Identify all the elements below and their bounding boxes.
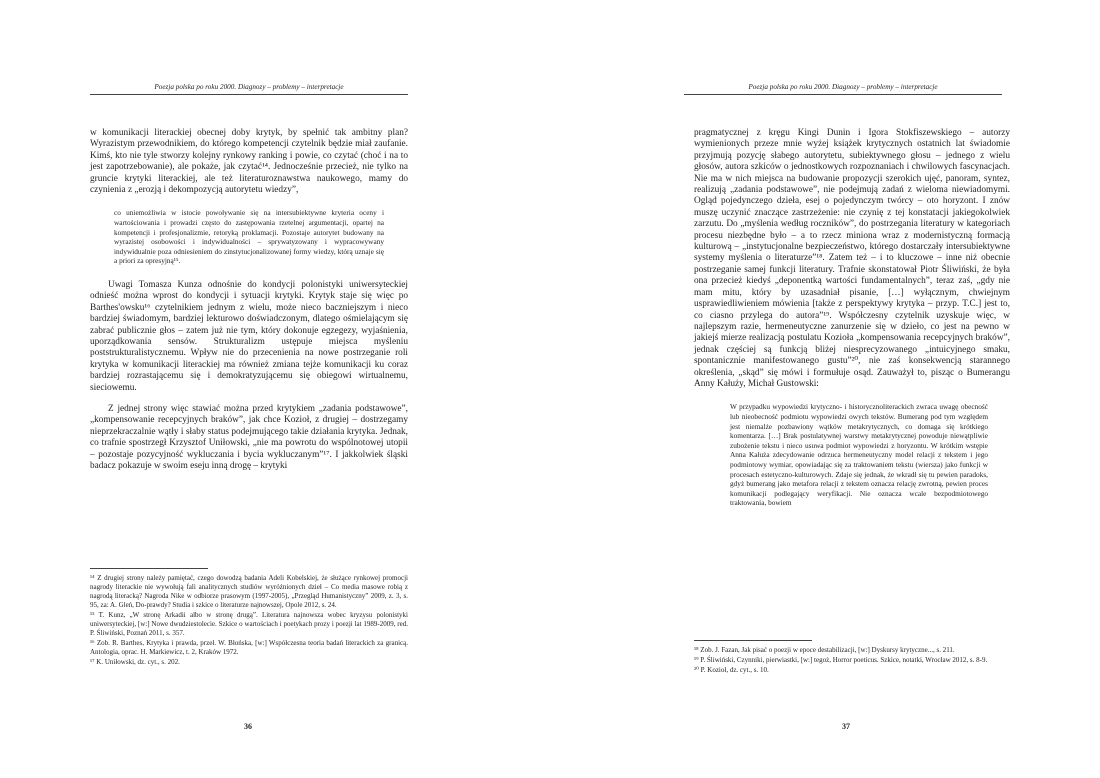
footnote: ¹⁴ Z drugiej strony należy pamiętać, czego dowodzą badania Adeli Kobelskiej, że służące rynkowej promocji nagrody literackie nie wywołują fali analitycznych studiów wyróżnionych dzieł – Co media masowe robią z nagrodą literacką? Nagroda Nike w odbiorze prasowym (1997-2005), „Przegląd Humanistyczny” 2009, z. 3, s. 95, za: A. Gleń, Do-prawdy? Studia i szkice o literaturze najnowszej, Opole 2012, s. 24. <box>90 574 408 609</box>
block-quote <box>114 208 384 266</box>
footnote: ¹⁶ Zob. R. Barthes, Krytyka i prawda, przeł. W. Błońska, [w:] Współczesna teoria badań literackich za granicą. Antologia, oprac. H. Markiewicz, t. 2, Kraków 1972. <box>90 639 408 656</box>
paragraph: Uwagi Tomasza Kunza odnośnie do kondycji polonistyki uniwersyteckiej odnieść można wprost do kondycji i sytuacji krytyki. Krytyk staje się więc po Barthes'owsku¹⁶ czytelnikiem jednym z wielu, może nieco baczniejszym i nieco bardziej świadomym, bardziej lekturowo doświadczonym, dlatego ośmielającym się zabrać publicznie głos – zatem już nie tym, który dokonuje egzegezy, wyjaśnienia, uporządkowania sensów. Strukturalizm ustępuje miejsca myśleniu poststrukturalistycznemu. Wpływ nie do przecenienia na nowe postrzeganie roli krytyka w komunikacji literackiej ma również zmiana tejże komunikacji ku coraz bardziej rozrastającemu się i demokratyzującemu się obiegowi wirtualnemu, sieciowemu. <box>90 280 408 393</box>
footnote-rule <box>90 568 208 569</box>
footnote: ¹⁹ P. Śliwiński, Czynniki, pierwiastki, [w:] tegoż, Horror poeticus. Szkice, notatki, Wrocław 2012, s. 8-9. <box>694 656 988 664</box>
right-page <box>550 0 1100 778</box>
quote-text: co uniemożliwia w istocie powoływanie się na intersubiektywne kryteria oceny i wartościowania i prowadzi często do zastępowania rzetelnej argumentacji, opartej na kompetencji i profesjonalizmie, retoryką proklamacji. Pozostaje autorytet budowany na wyrazistej osobowości i indywidualności – sprywatyzowany i wypracowywany indywidualnie poza odniesieniem do zinstytucjonalizowanej formy wiedzy, którą uznaje się a priori za opresyjną¹⁵. <box>114 208 384 266</box>
main-text <box>694 128 1010 508</box>
page-number: 36 <box>244 722 252 731</box>
main-text <box>90 128 408 473</box>
footnote-rule <box>694 640 812 641</box>
block-quote <box>730 402 988 508</box>
running-header: Poezja polska po roku 2000. Diagnozy – problemy – interpretacje <box>684 83 1002 95</box>
page-number: 37 <box>842 722 850 731</box>
paragraph: pragmatycznej z kręgu Kingi Dunin i Igora Stokfiszewskiego – autorzy wymienionych przeze mnie wyżej książek krytycznych ostatnich lat świadomie przyjmują pozycję słabego autorytetu, subiektywnego głosu – jednego z wielu głosów, autora szkiców o jednostkowych rozpoznaniach i chwilowych fascynacjach. Nie ma w nich miejsca na budowanie propozycji szerokich ujęć, panoram, syntez, realizują „zadania podstawowe”, nie podejmują zadań z wieloma niewiadomymi. Ogląd pojedynczego dzieła, esej o pojedynczym twórcy – oto horyzont. I znów muszę uczynić znaczące zastrzeżenie: nie czynię z tej konstatacji jakiegokolwiek zarzutu. Do „myślenia według roczników”, do postrzegania literatury w kategoriach procesu niezbędne było – a to rzecz miniona wraz z modernistyczną formacją kulturową – „instytucjonalne bezpieczeństwo, którego dostarczały intersubiektywne systemy myślenia o literaturze”¹⁸. Zatem też – i to kluczowe – inne niż obecnie postrzeganie samej funkcji literatury. Trafnie skonstatował Piotr Śliwiński, że była ona przecież kiedyś „deponentką wartości fundamentalnych”, teraz zaś, „gdy nie mam mitu, który by uzasadniał pisanie, […] wyłącznym, chwiejnym usprawiedliwieniem mówienia [także z perspektywy krytyka – przyp. T.C.] jest to, co ciasno przylega do autora”¹⁹. Współczesny czytelnik uzyskuje więc, w najlepszym razie, hermeneutyczne zanurzenie się w dzieło, co jest na pewno w jakiejś mierze realizacją postulatu Kozioła „kompensowania recepcyjnych braków”, jednak częściej są funkcją bliżej niesprecyzowanego „intuicyjnego smaku, spontanicznie manifestowanego gustu”²⁰, nie zaś konsekwencją starannego określenia, „skąd” się mówi i formułuje osąd. Zauważył to, pisząc o Bumerangu Anny Kałuży, Michał Gustowski: <box>694 128 1010 389</box>
running-header: Poezja polska po roku 2000. Diagnozy – problemy – interpretacje <box>90 83 408 95</box>
footnotes <box>694 640 1010 676</box>
paragraph: Z jednej strony więc stawiać można przed krytykiem „zadania podstawowe”, „kompensowanie recepcyjnych braków”, jak chce Kozioł, z drugiej – dostrzegamy nieprzekraczalnie wątły i słaby status podejmującego takie działania krytyka. Jednak, co trafnie spostrzegł Krzysztof Uniłowski, „nie ma powrotu do wspólnotowej utopii – pozostaje pozycyjność wykluczania i bycia wykluczanym”¹⁷. I jakkolwiek śląski badacz pokazuje w swoim eseju inną drogę – krytyki <box>90 404 408 472</box>
paragraph: w komunikacji literackiej obecnej doby krytyk, by spełnić tak ambitny plan? Wyrazistym przewodnikiem, do którego kompetencji czytelnik będzie miał zaufanie. Kimś, kto nie tyle stworzy kolejny rynkowy ranking i powie, co czytać (choć i na to jest zapotrzebowanie), ale pokaże, jak czytać¹⁴. Jednocześnie przecież, nie tylko na gruncie krytyki literackiej, ale też literaturoznawstwa naukowego, mamy do czynienia z „erozją i dekompozycją autorytetu wiedzy”, <box>90 128 408 196</box>
quote-text: W przypadku wypowiedzi krytyczno- i historycznoliterackich zwraca uwagę obecność lub nieobecność podmiotu wypowiedzi owych tekstów. Bumerang pod tym względem jest niemalże pozbawiony wątków metakrytycznych, co domaga się krótkiego komentarza. […] Brak postulatywnej warstwy metakrytycznej powoduje niewątpliwie zubożenie tekstu i nieco usuwa podmiot wypowiedzi z horyzontu. W krótkim wstępie Anna Kałuża zdecydowanie odrzuca hermeneutyczny model relacji z tekstem i jego podmiotowy wymiar, opowiadając się za traktowaniem tekstu (wiersza) jako funkcji w procesach estetyczno-kulturowych. Zdaje się jednak, że wkradł się tu pewien paradoks, gdyż bumerang jako metafora relacji z tekstem oznacza relację zwrotną, pewien proces komunikacji podlegający weryfikacji. Nie oznacza wcale bezpodmiotowego traktowania, bowiem <box>730 402 988 508</box>
footnote: ¹⁵ T. Kunz, „W stronę Arkadii albo w stronę drugą”. Literatura najnowsza wobec kryzysu polonistyki uniwersyteckiej, [w:] Nowe dwudziestolecie. Szkice o wartościach i poetykach prozy i poezji lat 1989-2009, red. P. Śliwiński, Poznań 2011, s. 357. <box>90 611 408 637</box>
footnote: ¹⁷ K. Uniłowski, dz. cyt., s. 202. <box>90 658 180 666</box>
footnotes <box>90 568 408 668</box>
footnote: ¹⁸ Zob. J. Fazan, Jak pisać o poezji w epoce destabilizacji, [w:] Dyskursy krytyczne..., s. 211. <box>694 646 955 654</box>
footnote: ²⁰ P. Kozioł, dz. cyt., s. 10. <box>694 666 769 674</box>
